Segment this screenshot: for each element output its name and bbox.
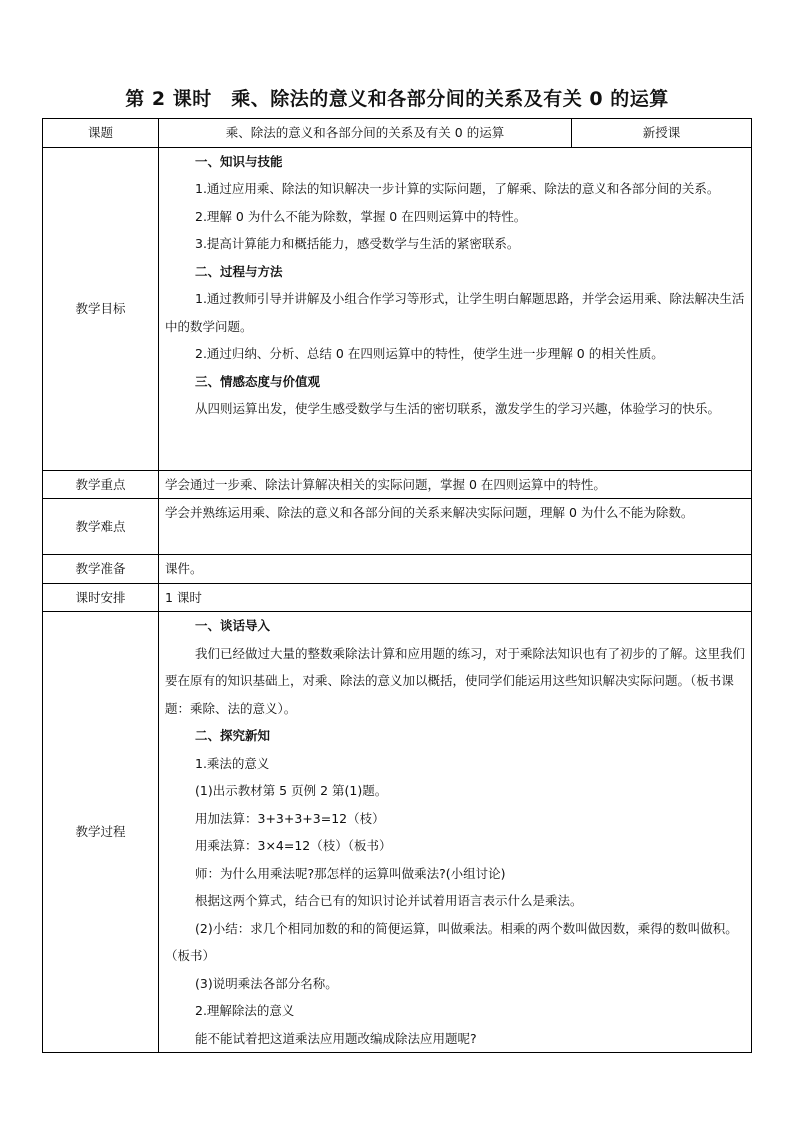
difficulty-text: 学会并熟练运用乘、除法的意义和各部分间的关系来解决实际问题，理解 0 为什么不能为除数。	[159, 499, 752, 555]
goals-heading-2: 二、过程与方法	[195, 263, 283, 279]
topic-value: 乘、除法的意义和各部分间的关系及有关 0 的运算	[159, 119, 572, 148]
lesson-type: 新授课	[572, 119, 752, 148]
process-para-2: 1.乘法的意义	[195, 755, 270, 771]
goals-item-1-1: 1.通过应用乘、除法的知识解决一步计算的实际问题，了解乘、除法的意义和各部分间的关系。	[195, 181, 720, 196]
goals-heading-1: 一、知识与技能	[195, 153, 283, 169]
process-label: 教学过程	[43, 612, 159, 1053]
row-difficulty	[43, 499, 752, 555]
lesson-plan-table	[42, 118, 752, 1053]
topic-label: 课题	[43, 119, 159, 148]
goals-item-1-2: 2.理解 0 为什么不能为除数，掌握 0 在四则运算中的特性。	[195, 208, 527, 224]
goals-item-2-1: 1.通过教师引导并讲解及小组合作学习等形式，让学生明白解题思路，并学会运用乘、除法解决生活中的数学问题。	[165, 291, 745, 334]
row-prep	[43, 555, 752, 584]
process-heading-1: 一、谈话导入	[195, 618, 271, 633]
row-schedule	[43, 583, 752, 612]
process-para-8: (2)小结：求几个相同加数的和的简便运算，叫做乘法。相乘的两个数叫做因数，乘得的数叫做积。（板书）	[165, 920, 738, 963]
focus-text: 学会通过一步乘、除法计算解决相关的实际问题，掌握 0 在四则运算中的特性。	[159, 470, 752, 499]
row-process	[43, 612, 752, 1053]
process-para-3: (1)出示教材第 5 页例 2 第(1)题。	[195, 783, 388, 798]
goals-item-2-2: 2.通过归纳、分析、总结 0 在四则运算中的特性，使学生进一步理解 0 的相关性质。	[195, 346, 664, 361]
goals-item-3-1: 从四则运算出发，使学生感受数学与生活的密切联系，激发学生的学习兴趣，体验学习的快乐。	[195, 401, 721, 416]
process-heading-2: 二、探究新知	[195, 728, 271, 743]
process-para-4: 用加法算：3+3+3+3=12（枝）	[195, 810, 385, 826]
goals-content	[159, 147, 752, 470]
row-goals	[43, 147, 752, 470]
schedule-label: 课时安排	[43, 583, 159, 612]
goals-item-1-3: 3.提高计算能力和概括能力，感受数学与生活的紧密联系。	[195, 236, 520, 251]
page-title: 第 2 课时 乘、除法的意义和各部分间的关系及有关 0 的运算	[125, 88, 669, 110]
process-para-5: 用乘法算：3×4=12（枝）（板书）	[195, 838, 392, 853]
process-para-11: 能不能试着把这道乘法应用题改编成除法应用题呢?	[195, 1030, 477, 1046]
goals-heading-3: 三、情感态度与价值观	[195, 373, 321, 389]
process-para-10: 2.理解除法的意义	[195, 1003, 295, 1018]
goals-label: 教学目标	[43, 147, 159, 470]
process-para-7: 根据这两个算式，结合已有的知识讨论并试着用语言表示什么是乘法。	[195, 893, 583, 908]
prep-text: 课件。	[159, 555, 752, 584]
difficulty-label: 教学难点	[43, 499, 159, 555]
process-para-9: (3)说明乘法各部分名称。	[195, 975, 338, 991]
row-topic	[43, 119, 752, 148]
row-focus	[43, 470, 752, 499]
prep-label: 教学准备	[43, 555, 159, 584]
schedule-text: 1 课时	[159, 583, 752, 612]
process-para-6: 师：为什么用乘法呢?那怎样的运算叫做乘法?(小组讨论)	[195, 865, 506, 881]
process-content	[159, 612, 752, 1053]
focus-label: 教学重点	[43, 470, 159, 499]
process-para-1: 我们已经做过大量的整数乘除法计算和应用题的练习，对于乘除法知识也有了初步的了解。这里我们要在原有的知识基础上，对乘、除法的意义加以概括，使同学们能运用这些知识解决实际问题。（板书课题：乘除、法的意义）。	[165, 645, 746, 716]
